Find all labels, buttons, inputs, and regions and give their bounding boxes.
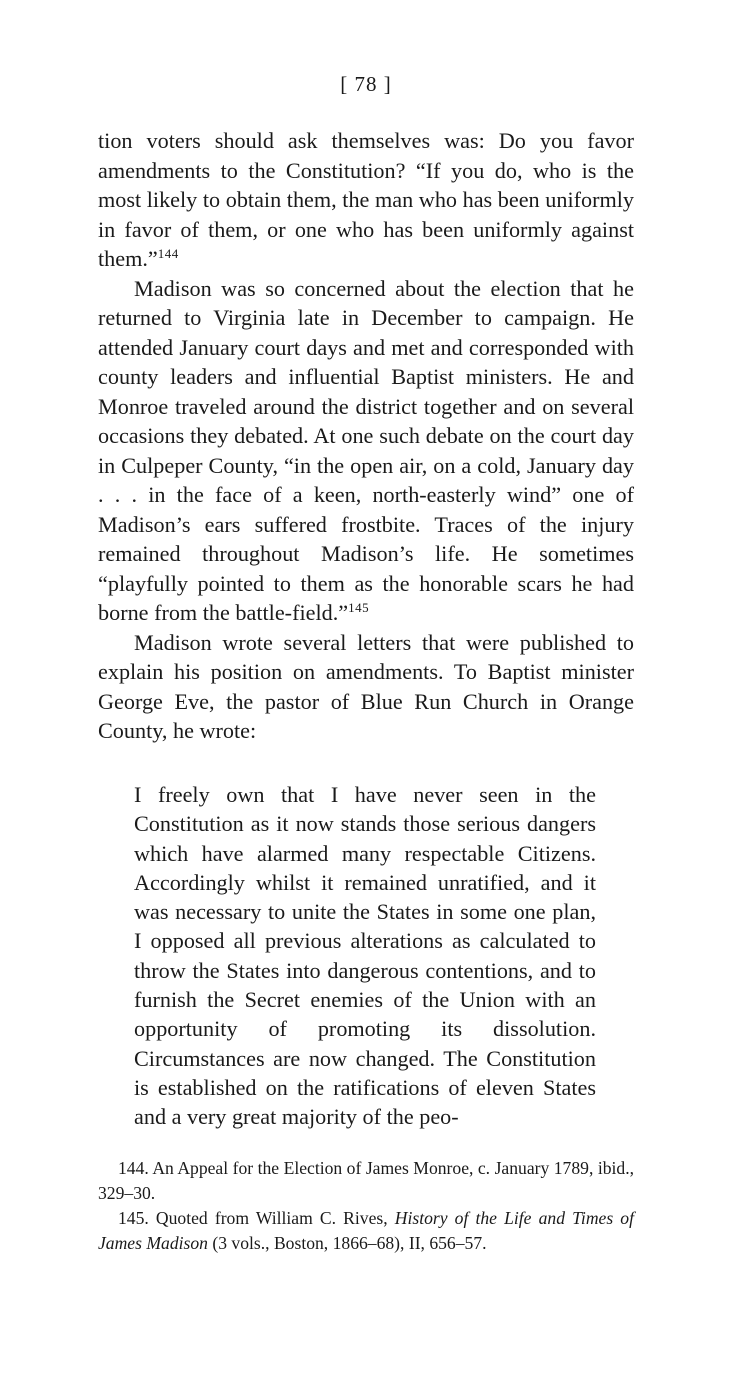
footnotes — [98, 1156, 634, 1256]
footnote-144-number: 144. — [118, 1158, 149, 1178]
paragraph-2 — [98, 274, 634, 628]
blockquote — [134, 780, 596, 1132]
footnote-145-text-after: (3 vols., Boston, 1866–68), II, 656–57. — [212, 1233, 487, 1253]
footnote-145-text-before: Quoted from William C. Rives, — [155, 1208, 388, 1228]
paragraph-2-text: Madison was so concerned about the election that he returned to Virginia late in December to campaign. He attended January court days and met and corresponded with county leaders and influential Baptist ministers. He and Monroe traveled around the district together and on several occasions they debated. At one such debate on the court day in Culpeper County, “in the open air, on a cold, January day . . . in the face of a keen, north-easterly wind” one of Madison’s ears suffered frostbite. Traces of the injury remained throughout Madison’s life. He sometimes “playfully pointed to them as the honorable scars he had borne from the battle-field.” — [98, 275, 634, 625]
footnote-145-number: 145. — [118, 1208, 149, 1228]
footnote-ref-144: 144 — [157, 246, 179, 261]
paragraph-3 — [98, 628, 634, 746]
body-text — [98, 126, 634, 746]
blockquote-text: I freely own that I have never seen in the Constitution as it now stands those serious dangers which have alarmed many respectable Citizens. Accordingly whilst it remained unratified, and it was necessary to unite the States in some one plan, I opposed all previous alterations as calculated to throw the States into dangerous contentions, and to furnish the Secret enemies of the Union with an opportunity of promoting its dissolution. Circumstances are now changed. The Constitution is established on the ratifications of eleven States and a very great majority of the peo- — [134, 782, 596, 1130]
footnote-145 — [98, 1206, 634, 1256]
footnote-144 — [98, 1156, 634, 1206]
footnote-145-title: History of the Life and Times of James Madison — [98, 1208, 634, 1253]
footnote-144-text: An Appeal for the Election of James Monroe, c. January 1789, ibid., 329–30. — [98, 1158, 634, 1203]
paragraph-1-text: tion voters should ask themselves was: Do you favor amendments to the Constitution? “If you do, who is the most likely to obtain them, the man who has been uniformly in favor of them, or one who has been uniformly against them.” — [98, 128, 634, 271]
footnote-ref-145: 145 — [348, 600, 370, 615]
paragraph-3-text: Madison wrote several letters that were published to explain his position on amendments. To Baptist minister George Eve, the pastor of Blue Run Church in Orange County, he wrote: — [98, 629, 634, 743]
page-number: [ 78 ] — [340, 72, 392, 96]
paragraph-1 — [98, 126, 634, 274]
